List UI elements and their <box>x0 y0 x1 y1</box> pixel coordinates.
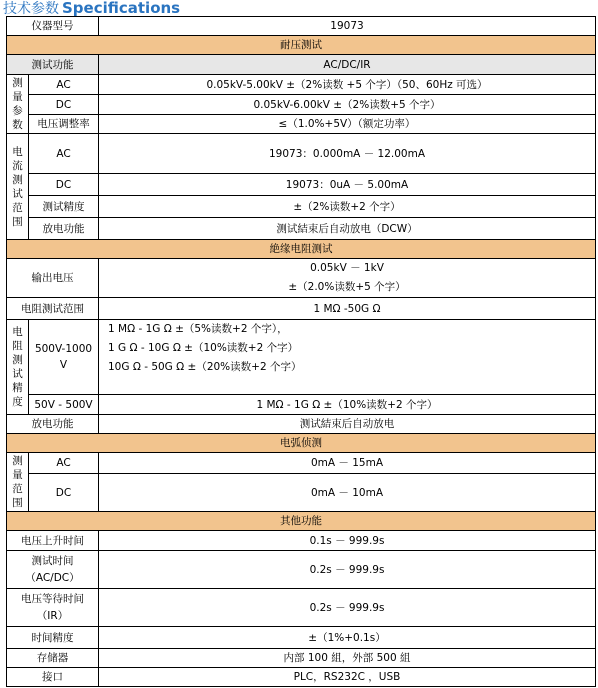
row-value <box>99 320 596 395</box>
table-row <box>7 395 596 415</box>
row-value: 0mA － 15mA <box>99 453 596 474</box>
row-label: DC <box>29 174 99 196</box>
table-row <box>7 115 596 134</box>
row-label: 测试功能 <box>7 55 99 75</box>
table-row <box>7 196 596 218</box>
row-value: PLC，RS232C ，USB <box>99 668 596 687</box>
value-line: 1 MΩ - 1G Ω ±（5%读数+2 个字）， <box>108 323 288 335</box>
row-value: 测试結束后自动放电 <box>99 415 596 434</box>
table-row <box>7 298 596 320</box>
row-value: ±（1%+0.1s） <box>99 627 596 649</box>
table-row <box>7 320 596 395</box>
row-label: 放电功能 <box>7 415 99 434</box>
table-row <box>7 668 596 687</box>
title-en: Specifications <box>62 0 181 17</box>
row-value: 19073：0.000mA － 12.00mA <box>99 134 596 174</box>
section-title: 电弧侦测 <box>7 434 596 453</box>
vertical-label: 测 量 参 数 <box>12 77 23 131</box>
page-title <box>3 0 180 17</box>
group-label <box>7 75 29 134</box>
row-label: 电压上升时间 <box>7 531 99 551</box>
row-label: 500V-1000 V <box>29 320 99 395</box>
title-cn: 技术参数 <box>3 1 59 17</box>
row-label: DC <box>29 95 99 115</box>
row-label: 电压调整率 <box>29 115 99 134</box>
vertical-label: 测 量 范 围 <box>12 455 23 509</box>
section-header <box>7 512 596 531</box>
row-value: 0.1s － 999.9s <box>99 531 596 551</box>
table-row <box>7 75 596 95</box>
row-label: 仪器型号 <box>7 17 99 36</box>
row-label <box>7 551 99 589</box>
group-label <box>7 320 29 415</box>
row-label: 时间精度 <box>7 627 99 649</box>
row-label: AC <box>29 134 99 174</box>
table-row <box>7 134 596 174</box>
table-row <box>7 627 596 649</box>
row-label: 存储器 <box>7 649 99 668</box>
value-line: 1 G Ω - 10G Ω ±（10%读数+2 个字） <box>108 342 299 354</box>
value-line: 0.05kV － 1kV <box>310 262 384 274</box>
spec-table <box>6 16 596 687</box>
table-row <box>7 649 596 668</box>
row-value: 1 MΩ -50G Ω <box>99 298 596 320</box>
row-value <box>99 259 596 298</box>
label-line: （IR） <box>36 609 69 622</box>
row-value: 测试結束后自动放电（DCW） <box>99 218 596 240</box>
row-value: 19073 <box>99 17 596 36</box>
row-value: AC/DC/IR <box>99 55 596 75</box>
row-value: 内部 100 組，外部 500 組 <box>99 649 596 668</box>
vertical-label: 电 流 测 试 范 围 <box>12 145 23 228</box>
vertical-label: 电 阻 测 试 精 度 <box>12 326 23 408</box>
section-header <box>7 240 596 259</box>
row-value: 0.2s － 999.9s <box>99 589 596 627</box>
row-label: AC <box>29 75 99 95</box>
section-header <box>7 434 596 453</box>
table-row <box>7 589 596 627</box>
section-header <box>7 36 596 55</box>
row-value: ≤（1.0%+5V）（额定功率） <box>99 115 596 134</box>
table-row <box>7 453 596 474</box>
group-label <box>7 134 29 240</box>
row-value: 0.05kV-5.00kV ±（2%读数 +5 个字）（50、60Hz 可选） <box>99 75 596 95</box>
table-row <box>7 95 596 115</box>
row-label: DC <box>29 474 99 512</box>
label-line: 测试时间 <box>31 554 74 567</box>
row-label: 测试精度 <box>29 196 99 218</box>
section-title: 耐压测试 <box>7 36 596 55</box>
row-label: 50V - 500V <box>29 395 99 415</box>
row-value: 1 MΩ - 1G Ω ±（10%读数+2 个字） <box>99 395 596 415</box>
row-label: AC <box>29 453 99 474</box>
label-line: 电压等待时间 <box>21 592 84 605</box>
row-value: 0.2s － 999.9s <box>99 551 596 589</box>
group-label <box>7 453 29 512</box>
table-row <box>7 551 596 589</box>
table-row <box>7 17 596 36</box>
row-label: 放电功能 <box>29 218 99 240</box>
row-label: 输出电压 <box>7 259 99 298</box>
table-row <box>7 55 596 75</box>
row-value: 0.05kV-6.00kV ±（2%读数+5 个字） <box>99 95 596 115</box>
row-value: 19073：0uA － 5.00mA <box>99 174 596 196</box>
table-row <box>7 259 596 298</box>
row-label <box>7 589 99 627</box>
row-value: 0mA － 10mA <box>99 474 596 512</box>
row-value: ±（2%读数+2 个字） <box>99 196 596 218</box>
label-line: （AC/DC） <box>25 571 80 584</box>
row-label: 电阻测试范围 <box>7 298 99 320</box>
table-row <box>7 174 596 196</box>
table-row <box>7 415 596 434</box>
section-title: 絶缘电阻测试 <box>7 240 596 259</box>
section-title: 其他功能 <box>7 512 596 531</box>
table-row <box>7 474 596 512</box>
row-label: 接口 <box>7 668 99 687</box>
value-line: ±（2.0%读数+5 个字） <box>288 281 406 293</box>
table-row <box>7 531 596 551</box>
table-row <box>7 218 596 240</box>
value-line: 10G Ω - 50G Ω ±（20%读数+2 个字） <box>108 361 302 373</box>
